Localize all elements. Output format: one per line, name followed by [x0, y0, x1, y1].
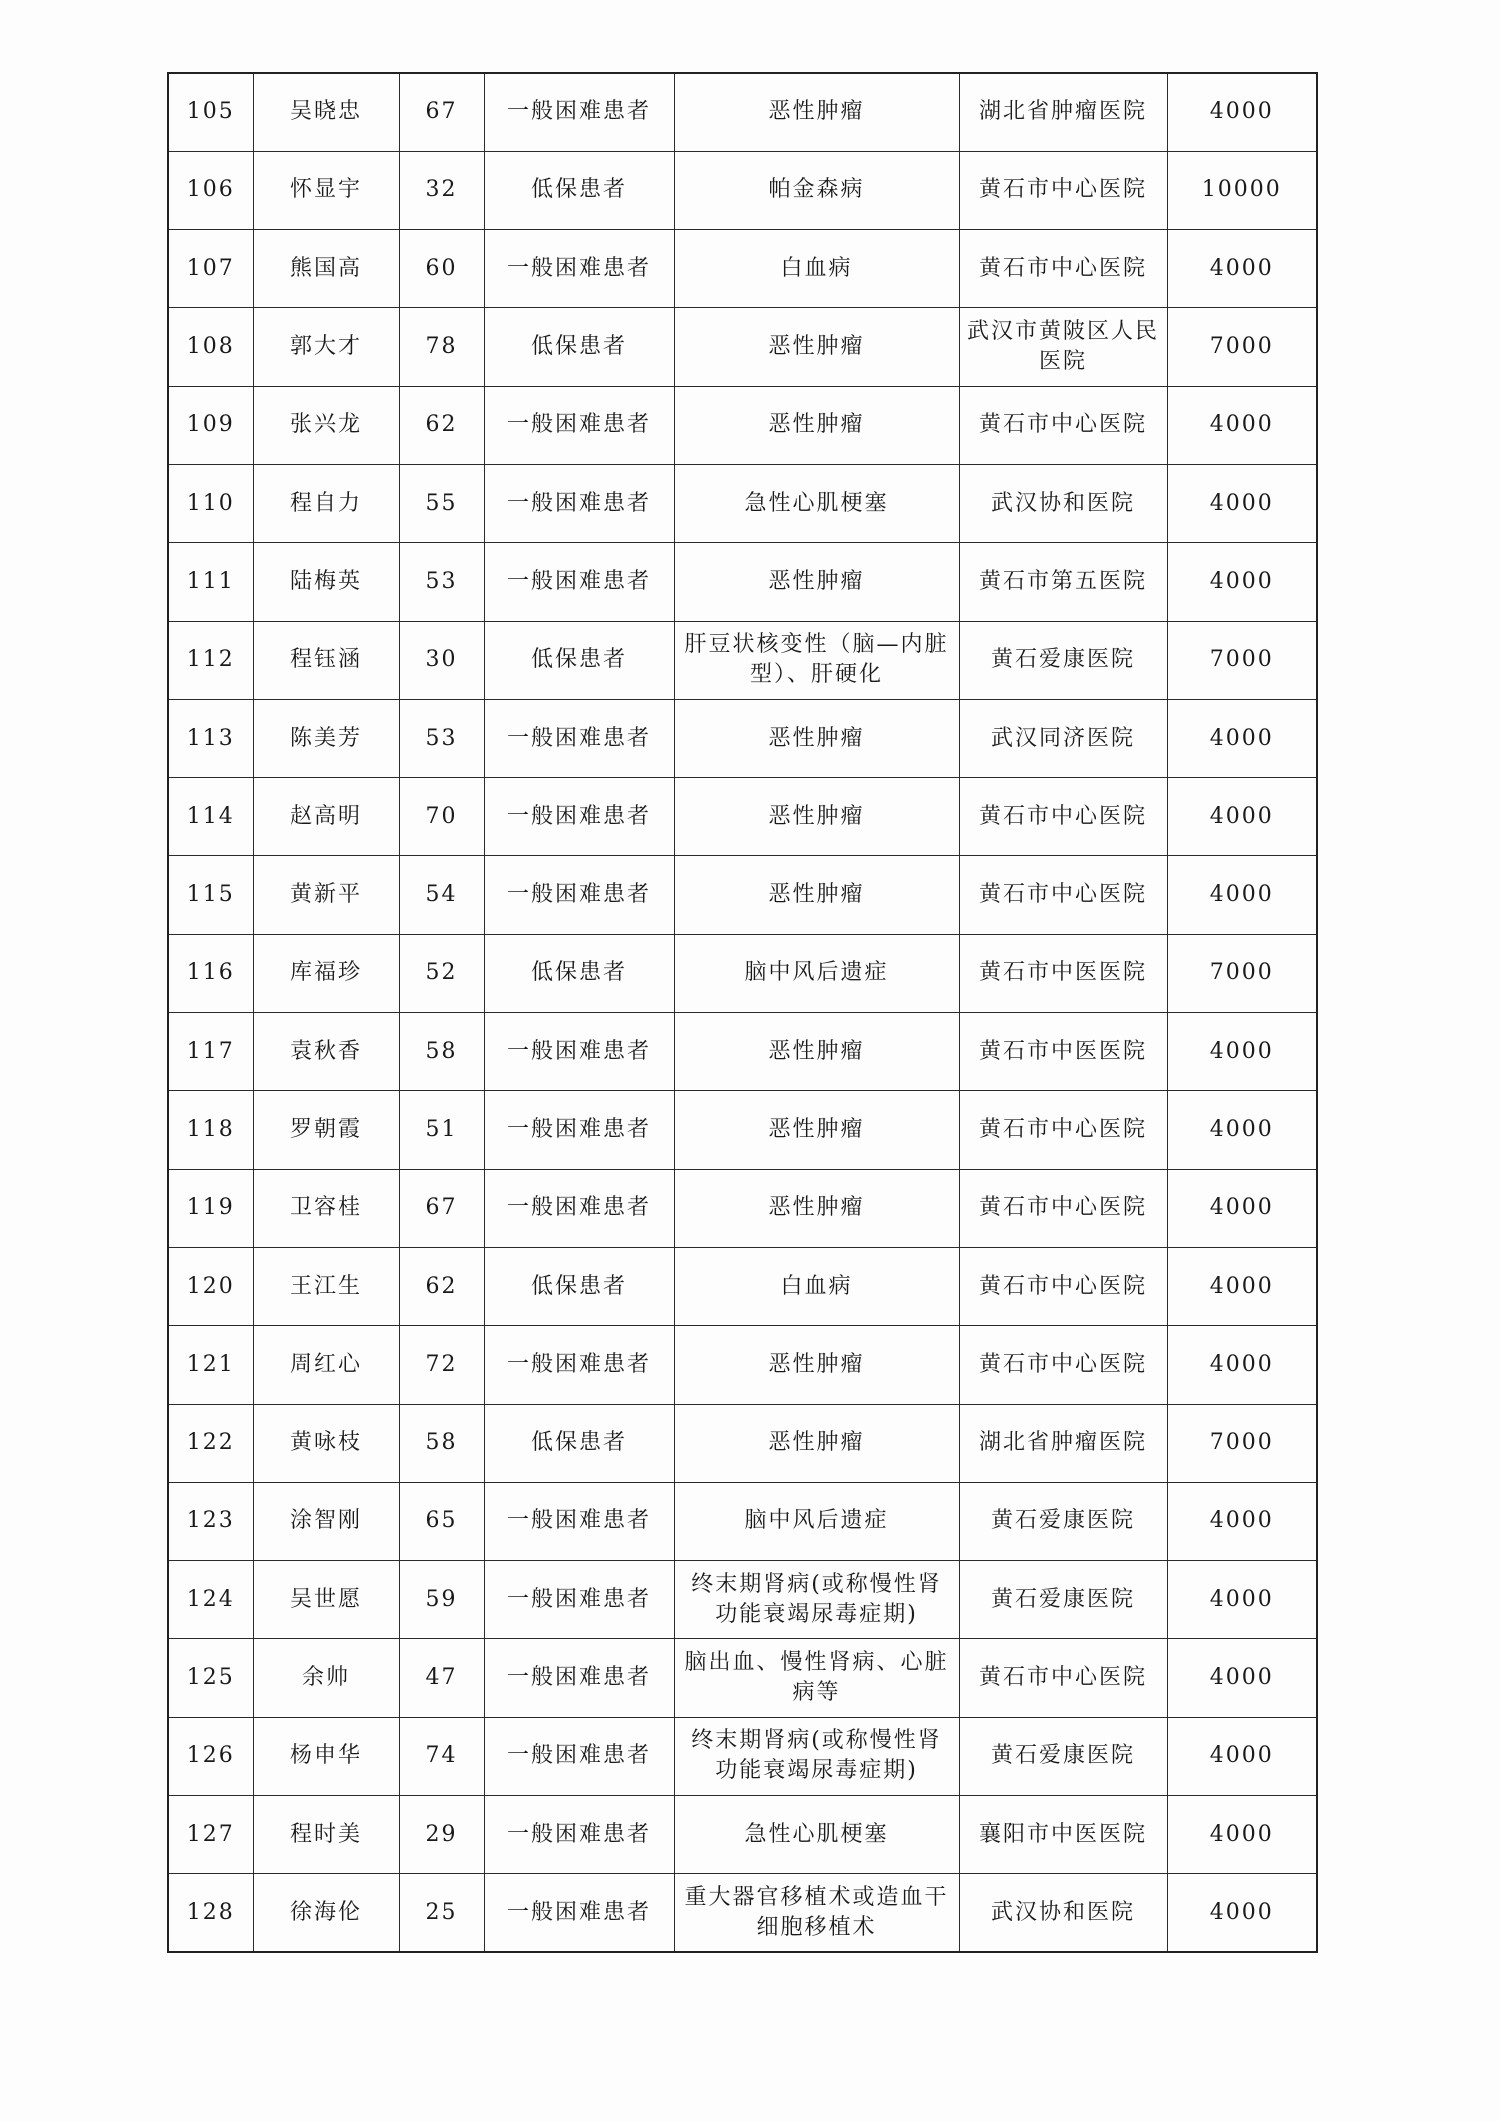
disease-cell: 急性心肌梗塞 [674, 1796, 959, 1874]
hospital-cell: 黄石市中心医院 [959, 1639, 1167, 1717]
table-row [168, 1482, 1317, 1560]
table-row [168, 464, 1317, 542]
patient-name-cell: 杨申华 [253, 1717, 399, 1795]
disease-cell: 恶性肿瘤 [674, 1091, 959, 1169]
patient-age-cell: 78 [399, 308, 484, 386]
patient-name-cell: 库福珍 [253, 934, 399, 1012]
disease-cell: 脑中风后遗症 [674, 934, 959, 1012]
amount-cell: 4000 [1167, 386, 1317, 464]
patient-age-cell: 60 [399, 230, 484, 308]
patient-age-cell: 32 [399, 151, 484, 229]
amount-cell: 4000 [1167, 1091, 1317, 1169]
disease-cell: 肝豆状核变性（脑—内脏型）、肝硬化 [674, 621, 959, 699]
amount-cell: 4000 [1167, 1717, 1317, 1795]
hospital-cell: 黄石市中心医院 [959, 1326, 1167, 1404]
disease-cell: 恶性肿瘤 [674, 1326, 959, 1404]
hospital-cell: 黄石市中医医院 [959, 1013, 1167, 1091]
table-row [168, 1169, 1317, 1247]
amount-cell: 4000 [1167, 699, 1317, 777]
row-number-cell: 122 [168, 1404, 253, 1482]
patient-name-cell: 王江生 [253, 1247, 399, 1325]
disease-cell: 脑中风后遗症 [674, 1482, 959, 1560]
table-row [168, 856, 1317, 934]
patient-name-cell: 程自力 [253, 464, 399, 542]
hospital-cell: 黄石市中心医院 [959, 856, 1167, 934]
patient-category-cell: 一般困难患者 [484, 1796, 674, 1874]
amount-cell: 4000 [1167, 778, 1317, 856]
table-row [168, 386, 1317, 464]
patient-age-cell: 67 [399, 73, 484, 151]
hospital-cell: 黄石爱康医院 [959, 1717, 1167, 1795]
patient-age-cell: 67 [399, 1169, 484, 1247]
patient-assistance-table [167, 72, 1318, 1953]
row-number-cell: 128 [168, 1874, 253, 1952]
patient-category-cell: 低保患者 [484, 934, 674, 1012]
patient-category-cell: 一般困难患者 [484, 856, 674, 934]
disease-cell: 恶性肿瘤 [674, 308, 959, 386]
patient-name-cell: 余帅 [253, 1639, 399, 1717]
patient-age-cell: 53 [399, 543, 484, 621]
patient-category-cell: 一般困难患者 [484, 386, 674, 464]
table-row [168, 543, 1317, 621]
patient-age-cell: 51 [399, 1091, 484, 1169]
patient-category-cell: 一般困难患者 [484, 778, 674, 856]
table-row [168, 934, 1317, 1012]
amount-cell: 4000 [1167, 464, 1317, 542]
table-row [168, 1404, 1317, 1482]
patient-age-cell: 72 [399, 1326, 484, 1404]
hospital-cell: 湖北省肿瘤医院 [959, 73, 1167, 151]
row-number-cell: 109 [168, 386, 253, 464]
patient-category-cell: 一般困难患者 [484, 543, 674, 621]
patient-category-cell: 一般困难患者 [484, 1639, 674, 1717]
patient-name-cell: 黄新平 [253, 856, 399, 934]
row-number-cell: 110 [168, 464, 253, 542]
patient-age-cell: 54 [399, 856, 484, 934]
row-number-cell: 121 [168, 1326, 253, 1404]
row-number-cell: 117 [168, 1013, 253, 1091]
disease-cell: 终末期肾病(或称慢性肾功能衰竭尿毒症期) [674, 1561, 959, 1639]
patient-age-cell: 30 [399, 621, 484, 699]
disease-cell: 重大器官移植术或造血干细胞移植术 [674, 1874, 959, 1952]
disease-cell: 恶性肿瘤 [674, 778, 959, 856]
row-number-cell: 113 [168, 699, 253, 777]
hospital-cell: 黄石市中医医院 [959, 934, 1167, 1012]
disease-cell: 终末期肾病(或称慢性肾功能衰竭尿毒症期) [674, 1717, 959, 1795]
hospital-cell: 黄石爱康医院 [959, 1482, 1167, 1560]
hospital-cell: 武汉市黄陂区人民医院 [959, 308, 1167, 386]
hospital-cell: 武汉协和医院 [959, 464, 1167, 542]
amount-cell: 4000 [1167, 543, 1317, 621]
table-row [168, 73, 1317, 151]
amount-cell: 4000 [1167, 1561, 1317, 1639]
disease-cell: 恶性肿瘤 [674, 1013, 959, 1091]
row-number-cell: 106 [168, 151, 253, 229]
row-number-cell: 116 [168, 934, 253, 1012]
amount-cell: 4000 [1167, 230, 1317, 308]
hospital-cell: 武汉协和医院 [959, 1874, 1167, 1952]
disease-cell: 恶性肿瘤 [674, 386, 959, 464]
table-row [168, 1561, 1317, 1639]
patient-category-cell: 一般困难患者 [484, 1326, 674, 1404]
disease-cell: 恶性肿瘤 [674, 699, 959, 777]
patient-category-cell: 低保患者 [484, 151, 674, 229]
amount-cell: 4000 [1167, 1482, 1317, 1560]
patient-category-cell: 低保患者 [484, 308, 674, 386]
table-body [168, 73, 1317, 1952]
patient-category-cell: 一般困难患者 [484, 1717, 674, 1795]
patient-name-cell: 徐海伦 [253, 1874, 399, 1952]
amount-cell: 4000 [1167, 1874, 1317, 1952]
patient-category-cell: 一般困难患者 [484, 1013, 674, 1091]
patient-name-cell: 陈美芳 [253, 699, 399, 777]
patient-name-cell: 程钰涵 [253, 621, 399, 699]
hospital-cell: 黄石市中心医院 [959, 1169, 1167, 1247]
patient-name-cell: 周红心 [253, 1326, 399, 1404]
amount-cell: 4000 [1167, 1639, 1317, 1717]
patient-name-cell: 赵高明 [253, 778, 399, 856]
amount-cell: 7000 [1167, 621, 1317, 699]
disease-cell: 恶性肿瘤 [674, 1404, 959, 1482]
amount-cell: 10000 [1167, 151, 1317, 229]
row-number-cell: 119 [168, 1169, 253, 1247]
disease-cell: 白血病 [674, 230, 959, 308]
patient-age-cell: 52 [399, 934, 484, 1012]
amount-cell: 4000 [1167, 856, 1317, 934]
row-number-cell: 125 [168, 1639, 253, 1717]
patient-age-cell: 25 [399, 1874, 484, 1952]
disease-cell: 恶性肿瘤 [674, 1169, 959, 1247]
table-row [168, 308, 1317, 386]
table-row [168, 230, 1317, 308]
hospital-cell: 黄石市中心医院 [959, 230, 1167, 308]
amount-cell: 4000 [1167, 1013, 1317, 1091]
hospital-cell: 黄石爱康医院 [959, 621, 1167, 699]
disease-cell: 恶性肿瘤 [674, 73, 959, 151]
patient-category-cell: 低保患者 [484, 1404, 674, 1482]
row-number-cell: 105 [168, 73, 253, 151]
row-number-cell: 123 [168, 1482, 253, 1560]
patient-name-cell: 吴晓忠 [253, 73, 399, 151]
hospital-cell: 黄石市中心医院 [959, 1247, 1167, 1325]
patient-name-cell: 袁秋香 [253, 1013, 399, 1091]
hospital-cell: 湖北省肿瘤医院 [959, 1404, 1167, 1482]
table-row [168, 621, 1317, 699]
table-row [168, 1326, 1317, 1404]
amount-cell: 4000 [1167, 73, 1317, 151]
hospital-cell: 黄石市中心医院 [959, 1091, 1167, 1169]
row-number-cell: 127 [168, 1796, 253, 1874]
patient-name-cell: 怀显宇 [253, 151, 399, 229]
table-row [168, 1639, 1317, 1717]
hospital-cell: 黄石市中心医院 [959, 386, 1167, 464]
patient-name-cell: 程时美 [253, 1796, 399, 1874]
patient-name-cell: 涂智刚 [253, 1482, 399, 1560]
patient-category-cell: 低保患者 [484, 621, 674, 699]
row-number-cell: 114 [168, 778, 253, 856]
patient-age-cell: 62 [399, 386, 484, 464]
patient-name-cell: 吴世愿 [253, 1561, 399, 1639]
table-row [168, 1247, 1317, 1325]
patient-name-cell: 张兴龙 [253, 386, 399, 464]
table-row [168, 1013, 1317, 1091]
hospital-cell: 武汉同济医院 [959, 699, 1167, 777]
table-row [168, 699, 1317, 777]
row-number-cell: 108 [168, 308, 253, 386]
patient-age-cell: 59 [399, 1561, 484, 1639]
patient-age-cell: 62 [399, 1247, 484, 1325]
row-number-cell: 124 [168, 1561, 253, 1639]
table-row [168, 1796, 1317, 1874]
disease-cell: 恶性肿瘤 [674, 856, 959, 934]
patient-age-cell: 58 [399, 1013, 484, 1091]
patient-age-cell: 29 [399, 1796, 484, 1874]
patient-age-cell: 65 [399, 1482, 484, 1560]
row-number-cell: 107 [168, 230, 253, 308]
hospital-cell: 黄石市中心医院 [959, 151, 1167, 229]
patient-age-cell: 53 [399, 699, 484, 777]
patient-age-cell: 74 [399, 1717, 484, 1795]
table-row [168, 1874, 1317, 1952]
patient-category-cell: 一般困难患者 [484, 1561, 674, 1639]
row-number-cell: 120 [168, 1247, 253, 1325]
patient-age-cell: 70 [399, 778, 484, 856]
patient-age-cell: 55 [399, 464, 484, 542]
table-row [168, 778, 1317, 856]
row-number-cell: 112 [168, 621, 253, 699]
patient-name-cell: 罗朝霞 [253, 1091, 399, 1169]
hospital-cell: 黄石市中心医院 [959, 778, 1167, 856]
patient-category-cell: 一般困难患者 [484, 464, 674, 542]
hospital-cell: 黄石市第五医院 [959, 543, 1167, 621]
amount-cell: 4000 [1167, 1247, 1317, 1325]
patient-category-cell: 低保患者 [484, 1247, 674, 1325]
patient-name-cell: 卫容桂 [253, 1169, 399, 1247]
table-row [168, 151, 1317, 229]
disease-cell: 白血病 [674, 1247, 959, 1325]
amount-cell: 4000 [1167, 1169, 1317, 1247]
patient-name-cell: 熊国高 [253, 230, 399, 308]
patient-category-cell: 一般困难患者 [484, 73, 674, 151]
patient-name-cell: 黄咏枝 [253, 1404, 399, 1482]
hospital-cell: 襄阳市中医医院 [959, 1796, 1167, 1874]
hospital-cell: 黄石爱康医院 [959, 1561, 1167, 1639]
patient-category-cell: 一般困难患者 [484, 699, 674, 777]
patient-name-cell: 陆梅英 [253, 543, 399, 621]
disease-cell: 帕金森病 [674, 151, 959, 229]
amount-cell: 7000 [1167, 308, 1317, 386]
row-number-cell: 126 [168, 1717, 253, 1795]
patient-age-cell: 58 [399, 1404, 484, 1482]
patient-category-cell: 一般困难患者 [484, 230, 674, 308]
disease-cell: 急性心肌梗塞 [674, 464, 959, 542]
patient-category-cell: 一般困难患者 [484, 1874, 674, 1952]
patient-category-cell: 一般困难患者 [484, 1091, 674, 1169]
table-row [168, 1717, 1317, 1795]
amount-cell: 7000 [1167, 934, 1317, 1012]
row-number-cell: 115 [168, 856, 253, 934]
table-row [168, 1091, 1317, 1169]
amount-cell: 4000 [1167, 1326, 1317, 1404]
amount-cell: 7000 [1167, 1404, 1317, 1482]
disease-cell: 恶性肿瘤 [674, 543, 959, 621]
patient-name-cell: 郭大才 [253, 308, 399, 386]
disease-cell: 脑出血、慢性肾病、心脏病等 [674, 1639, 959, 1717]
patient-age-cell: 47 [399, 1639, 484, 1717]
patient-category-cell: 一般困难患者 [484, 1169, 674, 1247]
row-number-cell: 111 [168, 543, 253, 621]
amount-cell: 4000 [1167, 1796, 1317, 1874]
patient-category-cell: 一般困难患者 [484, 1482, 674, 1560]
row-number-cell: 118 [168, 1091, 253, 1169]
